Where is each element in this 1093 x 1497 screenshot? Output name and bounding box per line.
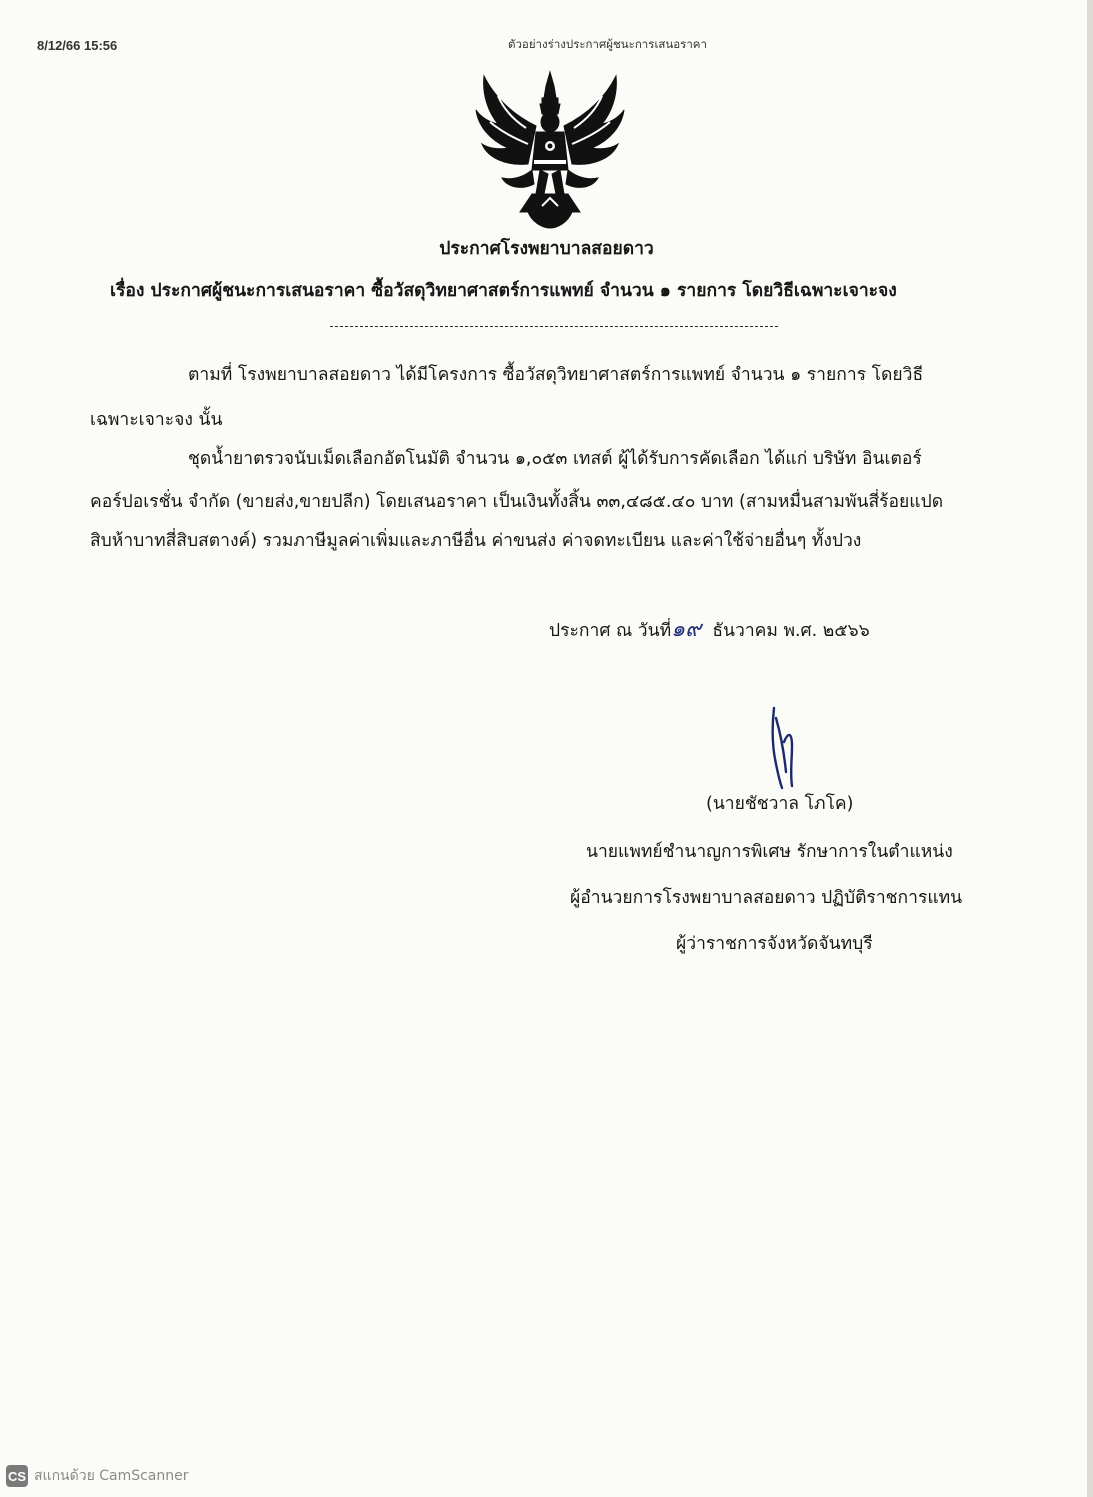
- announcement-subject: เรื่อง ประกาศผู้ชนะการเสนอราคา ซื้อวัสดุวิทยาศาสตร์การแพทย์ จำนวน ๑ รายการ โดยวิธีเฉพาะเจาะจง: [110, 281, 897, 301]
- document-label: ตัวอย่างร่างประกาศผู้ชนะการเสนอราคา: [508, 37, 707, 51]
- date-prefix: ประกาศ ณ วันที่: [549, 621, 672, 641]
- separator-line: [330, 326, 778, 327]
- camscanner-text: สแกนด้วย CamScanner: [34, 1468, 189, 1484]
- announcement-title: ประกาศโรงพยาบาลสอยดาว: [439, 239, 654, 259]
- announcement-date: [549, 611, 870, 646]
- paragraph-1-line-2: เฉพาะเจาะจง นั้น: [90, 410, 223, 430]
- print-timestamp: 8/12/66 15:56: [37, 38, 118, 53]
- signatory-name: (นายชัชวาล โภโค): [706, 794, 854, 814]
- camscanner-watermark: [6, 1465, 189, 1487]
- camscanner-logo-icon: CS: [6, 1465, 28, 1487]
- signature-icon: [762, 702, 802, 792]
- page-edge: [1087, 0, 1093, 1497]
- paragraph-1-line-1: ตามที่ โรงพยาบาลสอยดาว ได้มีโครงการ ซื้อวัสดุวิทยาศาสตร์การแพทย์ จำนวน ๑ รายการ โดยวิธี: [188, 365, 924, 385]
- handwritten-day: ๑๙: [671, 617, 702, 642]
- paragraph-2-line-1: ชุดน้ำยาตรวจนับเม็ดเลือกอัตโนมัติ จำนวน ๑,๐๕๓ เทสต์ ผู้ได้รับการคัดเลือก ได้แก่ บริษัท อินเตอร์: [188, 449, 922, 469]
- signatory-position-line-3: ผู้ว่าราชการจังหวัดจันทบุรี: [676, 934, 873, 954]
- signatory-position-line-2: ผู้อำนวยการโรงพยาบาลสอยดาว ปฏิบัติราชการแทน: [570, 888, 963, 908]
- paragraph-2-line-2: คอร์ปอเรชั่น จำกัด (ขายส่ง,ขายปลีก) โดยเสนอราคา เป็นเงินทั้งสิ้น ๓๓,๔๘๕.๔๐ บาท (สามหมื่นสามพันสี่ร้อยแปด: [90, 492, 944, 512]
- signatory-position-line-1: นายแพทย์ชำนาญการพิเศษ รักษาการในตำแหน่ง: [586, 842, 953, 862]
- date-suffix: ธันวาคม พ.ศ. ๒๕๖๖: [712, 621, 870, 641]
- garuda-emblem-icon: [470, 66, 630, 232]
- paragraph-2-line-3: สิบห้าบาทสี่สิบสตางค์) รวมภาษีมูลค่าเพิ่มและภาษีอื่น ค่าขนส่ง ค่าจดทะเบียน และค่าใช้จ่ายอื่นๆ ทั้งปวง: [90, 531, 862, 551]
